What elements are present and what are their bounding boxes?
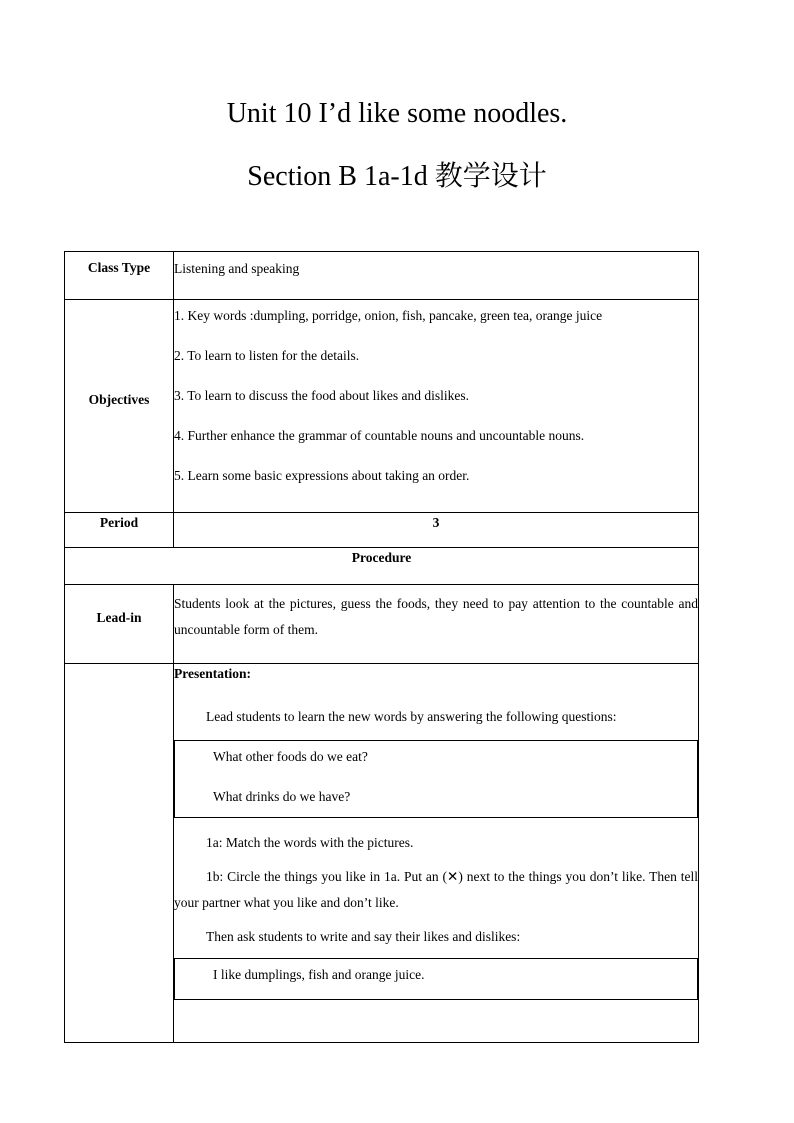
question-item: What other foods do we eat? xyxy=(213,749,368,764)
procedure-heading: Procedure xyxy=(65,548,699,585)
step-1a: 1a: Match the words with the pictures. xyxy=(206,835,414,850)
example-box xyxy=(174,958,698,1000)
lesson-plan-table xyxy=(64,251,699,1043)
document-subtitle: Section B 1a-1d 教学设计 xyxy=(247,161,547,192)
lead-in-label: Lead-in xyxy=(65,585,174,664)
period-value: 3 xyxy=(174,513,699,548)
question-item: What drinks do we have? xyxy=(213,789,351,804)
presentation-intro: Lead students to learn the new words by answering the following questions: xyxy=(206,709,617,724)
lead-in-text: Students look at the pictures, guess the foods, they need to pay attention to the countable and uncountable form of them. xyxy=(174,585,699,664)
example-sentence: I like dumplings, fish and orange juice. xyxy=(213,967,425,982)
period-label: Period xyxy=(65,513,174,548)
objectives-row xyxy=(65,300,699,513)
objective-item: 5. Learn some basic expressions about taking an order. xyxy=(174,468,470,483)
procedure-row xyxy=(65,548,699,585)
period-row xyxy=(65,513,699,548)
lead-in-row xyxy=(65,585,699,664)
objective-item: 1. Key words :dumpling, porridge, onion, fish, pancake, green tea, orange juice xyxy=(174,308,603,323)
step-then: Then ask students to write and say their likes and dislikes: xyxy=(206,929,521,944)
presentation-heading: Presentation: xyxy=(174,666,251,681)
class-type-value: Listening and speaking xyxy=(174,252,699,300)
class-type-label: Class Type xyxy=(65,252,174,300)
document-title: Unit 10 I’d like some noodles. xyxy=(226,98,568,129)
presentation-row xyxy=(65,664,699,1043)
objectives-list xyxy=(174,306,698,506)
step-1b: 1b: Circle the things you like in 1a. Put an (✕) next to the things you don’t like. Then tell your partner what you like and don’t like. xyxy=(174,869,698,910)
presentation-cell xyxy=(174,664,699,1043)
objectives-cell xyxy=(174,300,699,513)
objective-item: 3. To learn to discuss the food about likes and dislikes. xyxy=(174,388,470,403)
presentation-label-cell xyxy=(65,664,174,1043)
objective-item: 2. To learn to listen for the details. xyxy=(174,348,360,363)
questions-box xyxy=(174,740,698,818)
objectives-label: Objectives xyxy=(65,300,174,513)
class-type-row xyxy=(65,252,699,300)
objective-item: 4. Further enhance the grammar of countable nouns and uncountable nouns. xyxy=(174,428,585,443)
